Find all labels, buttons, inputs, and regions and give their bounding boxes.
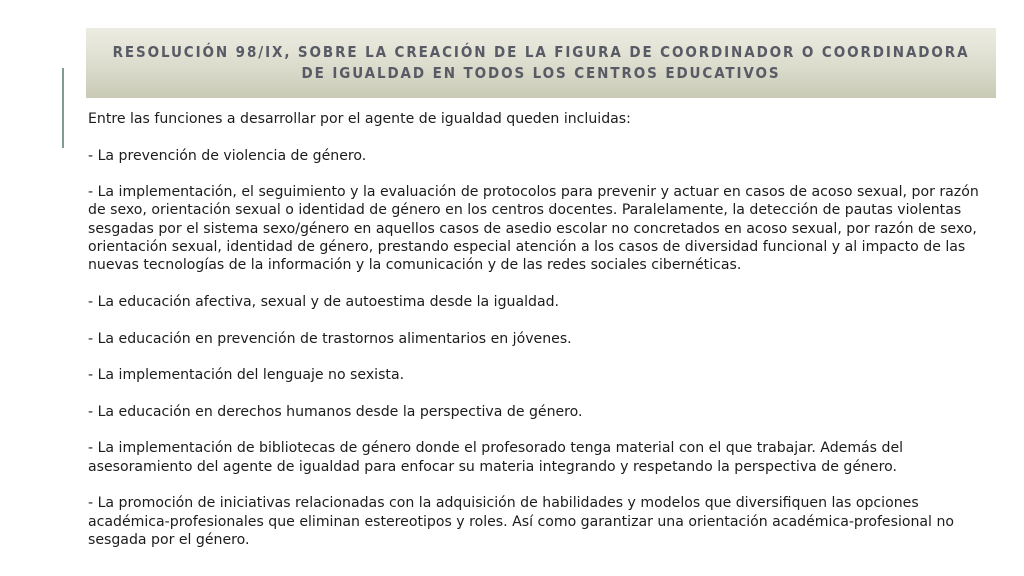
list-item: - La educación en prevención de trastornos alimentarios en jóvenes. (88, 330, 572, 347)
decorative-accent-line (62, 68, 64, 148)
list-item: - La implementación del lenguaje no sexista. (88, 367, 405, 384)
intro-text: Entre las funciones a desarrollar por el agente de igualdad queden incluidas: (88, 111, 631, 127)
title-bar (86, 28, 996, 98)
list-item: - La promoción de iniciativas relacionadas con la adquisición de habilidades y modelos que diversifiquen las opciones académica-profesionales que eliminan estereotipos y roles. Así como garantizar una orientación académica-profesional no sesgada por el género. (88, 495, 955, 548)
slide-title: RESOLUCIÓN 98/IX, SOBRE LA CREACIÓN DE LA FIGURA DE COORDINADOR O COORDINADORA DE IGUALDAD EN TODOS LOS CENTROS EDUCATIVOS (112, 43, 970, 82)
list-item: - La implementación de bibliotecas de género donde el profesorado tenga material con el que trabajar. Además del asesoramiento del agente de igualdad para enfocar su materia integrando y respetando la perspectiva de género. (88, 440, 904, 475)
list-item: - La implementación, el seguimiento y la evaluación de protocolos para prevenir y actuar en casos de acoso sexual, por razón de sexo, orientación sexual o identidad de género en los centros docentes. Paralelamente, la detección de pautas violentas sesgadas por el sistema sexo/género en aquellos casos de asedio escolar no concretados en acoso sexual, por razón de sexo, orientación sexual, identidad de género, prestando especial atención a los casos de diversidad funcional y al impacto de las nuevas tecnologías de la información y la comunicación y de las redes sociales cibernéticas. (88, 184, 979, 274)
list-item: - La educación en derechos humanos desde la perspectiva de género. (88, 403, 583, 420)
list-item: - La prevención de violencia de género. (88, 147, 367, 164)
slide-body (88, 110, 993, 549)
list-item: - La educación afectiva, sexual y de autoestima desde la igualdad. (88, 293, 560, 310)
